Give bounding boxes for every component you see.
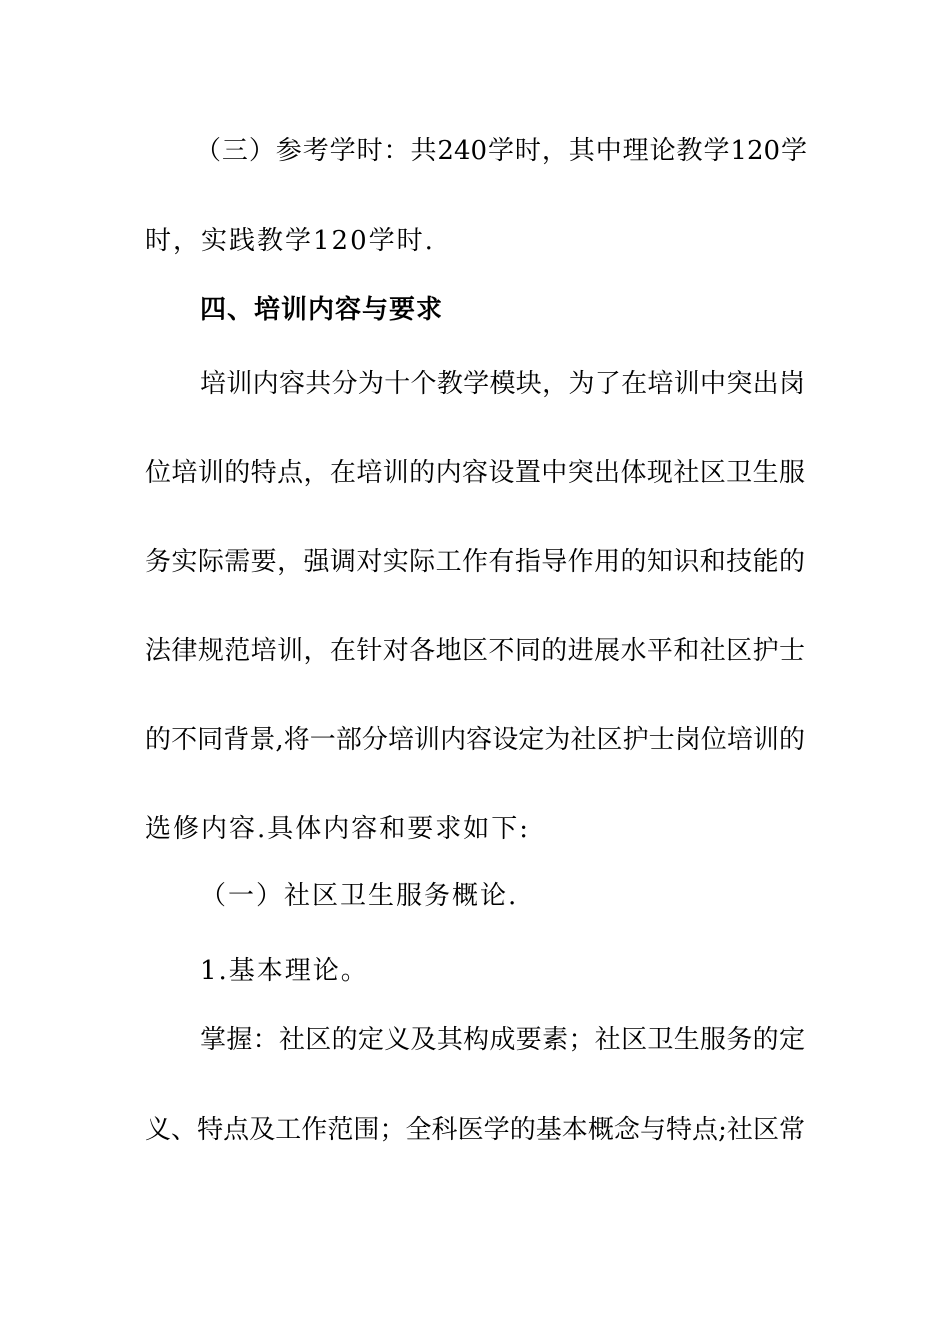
item-heading-basic-theory: 1.基本理论。: [200, 956, 369, 986]
paragraph-master-line-1: 掌握：社区的定义及其构成要素；社区卫生服务的定: [200, 1025, 805, 1055]
paragraph-modules-line-5: 的不同背景,将一部分培训内容设定为社区护士岗位培训的: [145, 725, 805, 755]
subsection-heading-community-health: （一）社区卫生服务概论.: [200, 881, 519, 911]
paragraph-modules-line-2: 位培训的特点，在培训的内容设置中突出体现社区卫生服: [145, 458, 805, 488]
paragraph-modules-line-6: 选修内容.具体内容和要求如下:: [145, 814, 531, 844]
paragraph-study-hours-line-1: （三）参考学时：共240学时，其中理论教学120学: [195, 136, 807, 166]
paragraph-modules-line-4: 法律规范培训，在针对各地区不同的进展水平和社区护士: [145, 636, 805, 666]
paragraph-modules-line-3: 务实际需要，强调对实际工作有指导作用的知识和技能的: [145, 547, 805, 577]
paragraph-study-hours-line-2: 时，实践教学120学时.: [145, 226, 435, 256]
section-heading-training-content: 四、培训内容与要求: [200, 295, 444, 325]
paragraph-modules-line-1: 培训内容共分为十个教学模块，为了在培训中突出岗: [200, 369, 805, 399]
paragraph-master-line-2: 义、特点及工作范围；全科医学的基本概念与特点;社区常: [145, 1115, 805, 1145]
